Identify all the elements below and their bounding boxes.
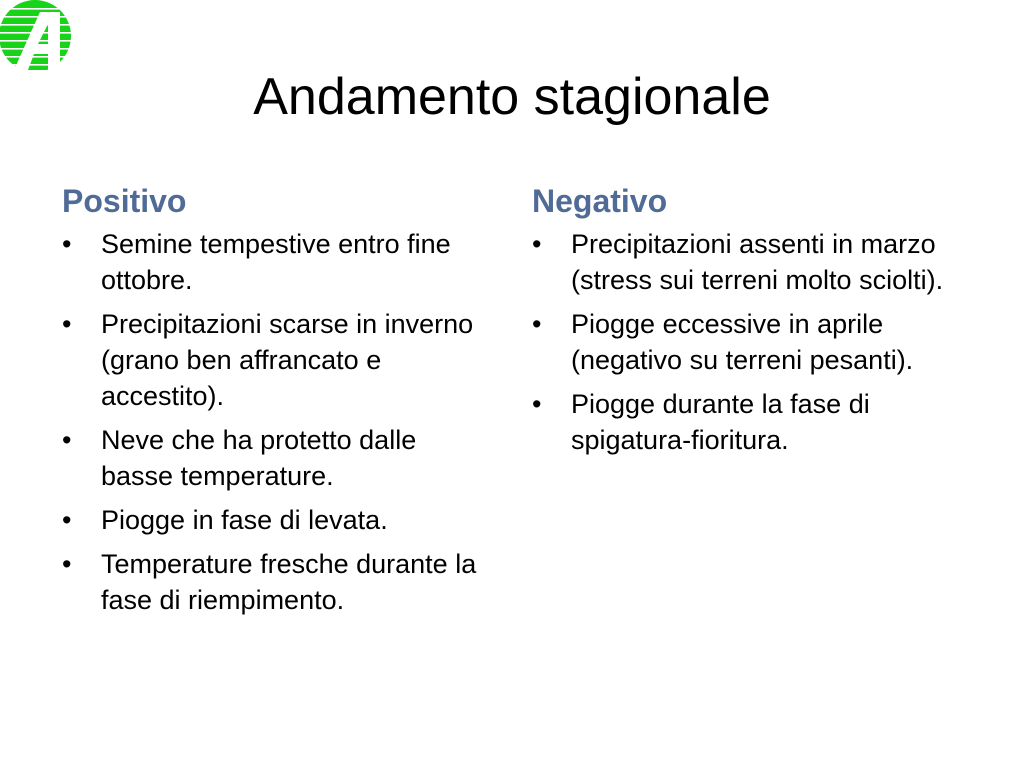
list-item-text: Precipitazioni scarse in inverno (grano ben affrancato e accestito). xyxy=(101,309,474,411)
list-item-text: Precipitazioni assenti in marzo (stress sui terreni molto sciolti). xyxy=(571,229,944,295)
list-item xyxy=(62,422,492,494)
list-item xyxy=(532,306,962,378)
negative-column xyxy=(532,180,962,466)
positive-list xyxy=(62,226,492,618)
list-item-text: Neve che ha protetto dalle basse temperature. xyxy=(101,425,417,491)
bullet-icon: • xyxy=(532,389,542,419)
list-item-text: Piogge durante la fase di spigatura-fioritura. xyxy=(571,389,870,455)
bullet-icon: • xyxy=(62,425,72,455)
positive-heading: Positivo xyxy=(62,183,187,219)
negative-heading: Negativo xyxy=(532,183,668,219)
positive-column xyxy=(62,180,492,626)
list-item-text: Piogge in fase di levata. xyxy=(101,505,388,535)
list-item xyxy=(62,502,492,538)
bullet-icon: • xyxy=(62,549,72,579)
list-item xyxy=(62,546,492,618)
list-item-text: Semine tempestive entro fine ottobre. xyxy=(101,229,451,295)
logo xyxy=(0,0,74,70)
bullet-icon: • xyxy=(62,229,72,259)
list-item-text: Temperature fresche durante la fase di riempimento. xyxy=(101,549,477,615)
slide-title: Andamento stagionale xyxy=(253,68,771,126)
list-item xyxy=(532,386,962,458)
bullet-icon: • xyxy=(532,309,542,339)
list-item xyxy=(532,226,962,298)
negative-list xyxy=(532,226,962,458)
bullet-icon: • xyxy=(62,505,72,535)
list-item xyxy=(62,306,492,414)
bullet-icon: • xyxy=(532,229,542,259)
list-item xyxy=(62,226,492,298)
list-item-text: Piogge eccessive in aprile (negativo su terreni pesanti). xyxy=(571,309,914,375)
bullet-icon: • xyxy=(62,309,72,339)
green-circle-a-logo-icon xyxy=(0,0,74,70)
